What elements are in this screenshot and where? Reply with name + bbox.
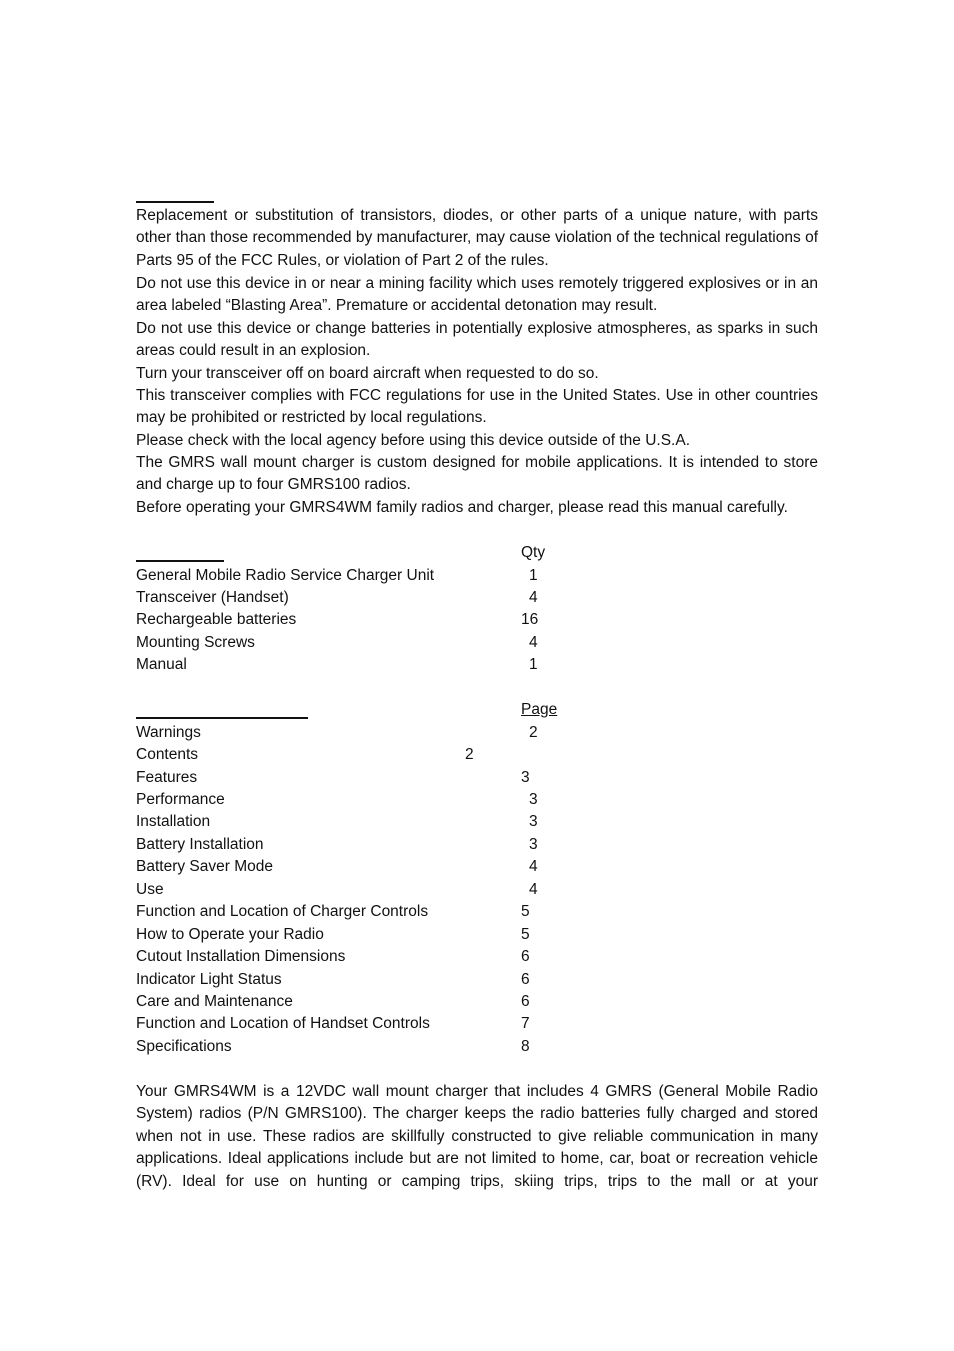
toc-page-number: 6	[521, 971, 530, 988]
toc-page-number: 4	[529, 858, 538, 875]
package-item-qty: 16	[521, 611, 539, 628]
toc-page-number: 5	[521, 926, 530, 943]
toc-entry: Installation	[136, 813, 211, 830]
package-item-qty: 4	[529, 589, 538, 606]
warning-paragraph: Do not use this device in or near a mining facility which uses remotely triggered explosives or in an area labeled “Blasting Area”. Premature or accidental detonation may result.	[136, 275, 818, 315]
warning-paragraph: Replacement or substitution of transistors, diodes, or other parts of a unique nature, with parts other than those recommended by manufacturer, may cause violation of the technical regulations of Parts 95 of the FCC Rules, or violation of Part 2 of the rules.	[136, 207, 818, 269]
toc-page-number: 2	[465, 746, 474, 763]
package-item-qty: 4	[529, 634, 538, 651]
toc-page-number: 7	[521, 1015, 530, 1032]
toc-entry: Features	[136, 769, 198, 786]
toc-entry: Function and Location of Handset Controls	[136, 1015, 430, 1032]
toc-page-number: 2	[529, 724, 538, 741]
features-paragraph: Your GMRS4WM is a 12VDC wall mount charger that includes 4 GMRS (General Mobile Radio System) radios (P/N GMRS100). The charger keeps the radio batteries fully charged and stored when not in use. These radios are skillfully constructed to give reliable communication in many applications. Ideal applications include but are not limited to home, car, boat or recreation vehicle (RV). Ideal for use on hunting or camping trips, skiing trips, trips to the mall or at your	[136, 1083, 818, 1190]
toc-entry: Performance	[136, 791, 225, 808]
toc-page-number: 5	[521, 903, 530, 920]
warning-paragraph: Please check with the local agency before using this device outside of the U.S.A.	[136, 432, 691, 449]
toc-entry: Indicator Light Status	[136, 971, 282, 988]
contents-heading-rule	[136, 717, 308, 719]
toc-entry: Care and Maintenance	[136, 993, 293, 1010]
warning-paragraph: The GMRS wall mount charger is custom designed for mobile applications. It is intended to store and charge up to four GMRS100 radios.	[136, 454, 818, 494]
toc-entry: How to Operate your Radio	[136, 926, 324, 943]
package-item-name: Mounting Screws	[136, 634, 255, 651]
package-item-qty: 1	[529, 567, 538, 584]
package-item-name: Transceiver (Handset)	[136, 589, 289, 606]
toc-entry: Specifications	[136, 1038, 232, 1055]
package-item-name: General Mobile Radio Service Charger Unit	[136, 567, 435, 584]
toc-entry: Cutout Installation Dimensions	[136, 948, 346, 965]
toc-page-number: 4	[529, 881, 538, 898]
toc-entry: Battery Saver Mode	[136, 858, 273, 875]
toc-page-number: 3	[521, 769, 530, 786]
warning-paragraph: Turn your transceiver off on board aircraft when requested to do so.	[136, 365, 599, 382]
toc-page-number: 6	[521, 948, 530, 965]
toc-page-number: 3	[529, 791, 538, 808]
warning-paragraph: This transceiver complies with FCC regulations for use in the United States. Use in other countries may be prohibited or restricted by local regulations.	[136, 387, 818, 427]
package-item-name: Rechargeable batteries	[136, 611, 297, 628]
toc-entry: Warnings	[136, 724, 201, 741]
qty-column-header: Qty	[521, 544, 546, 561]
toc-entry: Function and Location of Charger Controls	[136, 903, 429, 920]
package-item-qty: 1	[529, 656, 538, 673]
toc-page-number: 8	[521, 1038, 530, 1055]
toc-page-number: 3	[529, 836, 538, 853]
warning-paragraph: Before operating your GMRS4WM family radios and charger, please read this manual carefully.	[136, 499, 788, 516]
warning-paragraph: Do not use this device or change batteries in potentially explosive atmospheres, as sparks in such areas could result in an explosion.	[136, 320, 818, 360]
page-column-header: Page	[521, 701, 558, 718]
toc-entry: Use	[136, 881, 164, 898]
warnings-heading-rule	[136, 201, 214, 203]
package-heading-rule	[136, 560, 224, 562]
toc-entry: Battery Installation	[136, 836, 264, 853]
toc-page-number: 3	[529, 813, 538, 830]
package-item-name: Manual	[136, 656, 187, 673]
toc-entry: Contents	[136, 746, 199, 763]
toc-page-number: 6	[521, 993, 530, 1010]
